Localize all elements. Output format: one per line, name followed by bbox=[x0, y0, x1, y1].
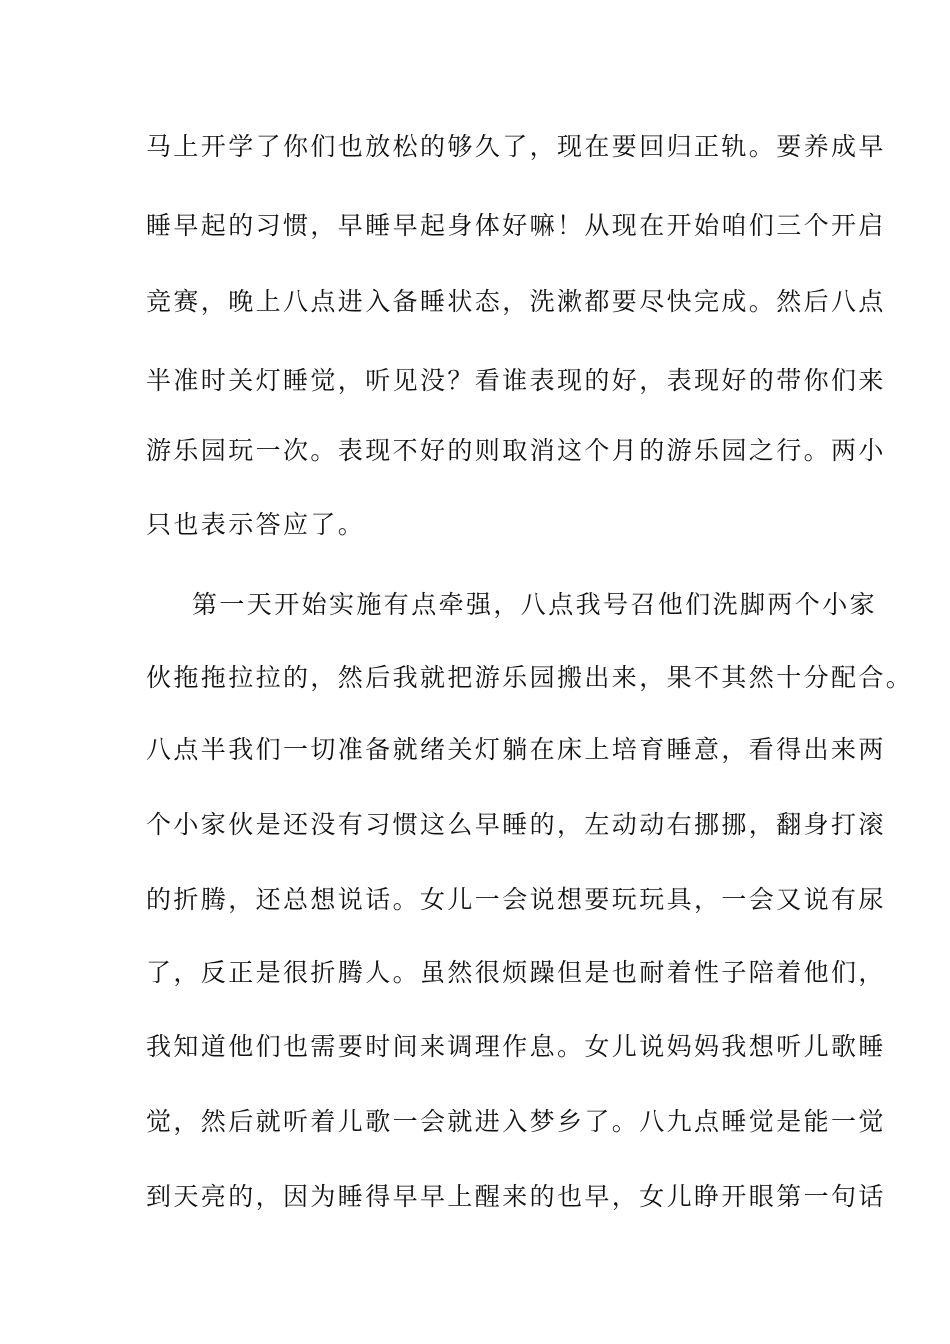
text-line: 半准时关灯睡觉，听见没？看谁表现的好，表现好的带你们来 bbox=[146, 366, 886, 395]
text-line: 伙拖拖拉拉的，然后我就把游乐园搬出来，果不其然十分配合。 bbox=[146, 663, 914, 692]
text-line: 八点半我们一切准备就绪关灯躺在床上培育睡意，看得出来两 bbox=[146, 735, 886, 764]
text-line: 游乐园玩一次。表现不好的则取消这个月的游乐园之行。两小 bbox=[146, 436, 886, 465]
text-line: 睡早起的习惯，早睡早起身体好嘛！从现在开始咱们三个开启 bbox=[146, 211, 886, 240]
text-line: 的折腾，还总想说话。女儿一会说想要玩玩具，一会又说有尿 bbox=[146, 885, 886, 914]
text-line: 我知道他们也需要时间来调理作息。女儿说妈妈我想听儿歌睡 bbox=[146, 1032, 886, 1061]
paragraph-first-line: 第一天开始实施有点牵强，八点我号召他们洗脚两个小家 bbox=[192, 590, 878, 619]
text-line: 马上开学了你们也放松的够久了，现在要回归正轨。要养成早 bbox=[146, 132, 886, 161]
text-line: 了，反正是很折腾人。虽然很烦躁但是也耐着性子陪着他们， bbox=[146, 958, 886, 987]
text-line: 个小家伙是还没有习惯这么早睡的，左动动右挪挪，翻身打滚 bbox=[146, 810, 886, 839]
text-line: 竞赛，晚上八点进入备睡状态，洗漱都要尽快完成。然后八点 bbox=[146, 287, 886, 316]
text-line: 觉，然后就听着儿歌一会就进入梦乡了。八九点睡觉是能一觉 bbox=[146, 1107, 886, 1136]
text-line: 只也表示答应了。 bbox=[146, 510, 366, 539]
text-line: 到天亮的，因为睡得早早上醒来的也早，女儿睁开眼第一句话 bbox=[146, 1182, 886, 1211]
